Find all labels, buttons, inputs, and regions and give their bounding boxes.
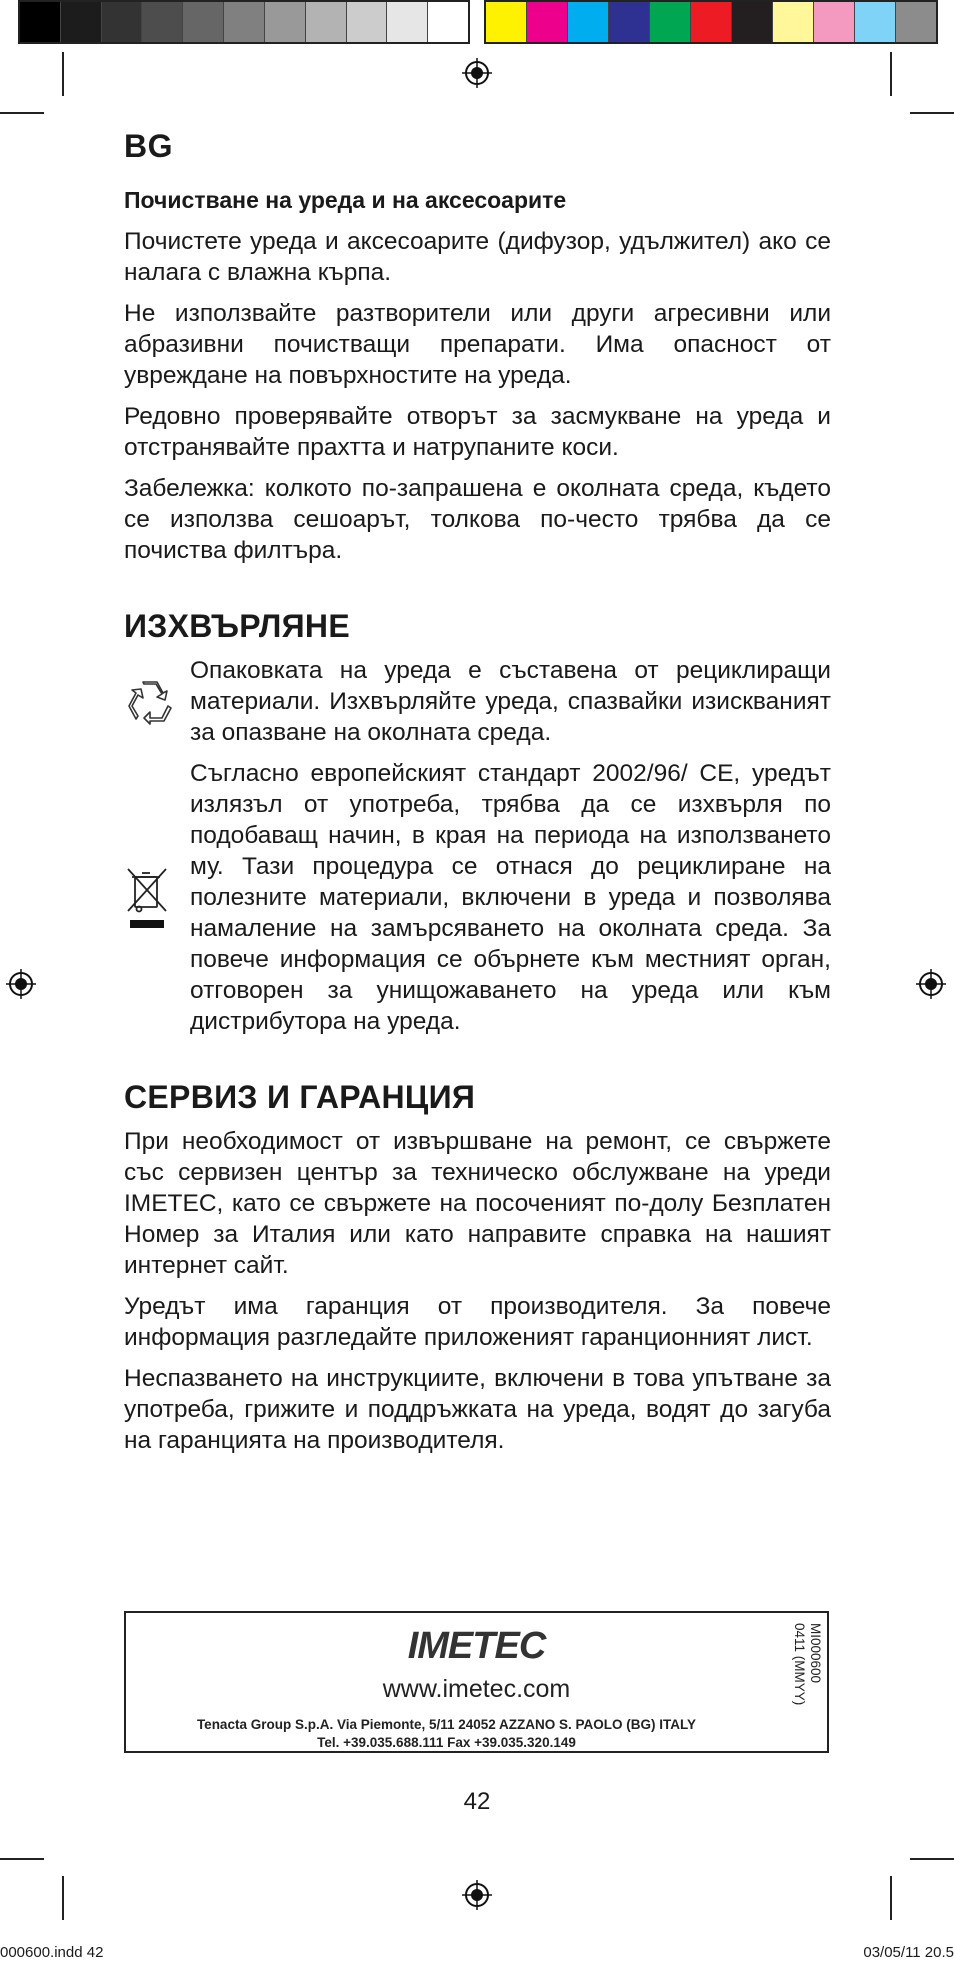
color-swatch: [486, 2, 527, 42]
document-code-id: MI000600: [808, 1623, 823, 1684]
disposal-title: ИЗХВЪРЛЯНЕ: [124, 608, 350, 644]
color-swatch: [568, 2, 609, 42]
cleaning-note: Забележка: колкото по-запрашена е околната среда, където се използва сешоарът, толкова по-често трябва да се почиства филтъра.: [124, 475, 831, 564]
disposal-paragraph-1: Опаковката на уреда е съставена от рециклиращи материали. Изхвърляйте уреда, спазвайки изискваният за опазване на околната среда.: [190, 657, 831, 746]
cleaning-paragraph-1: Почистете уреда и аксесоарите (дифузор, удължител) ако се налага с влажна кърпа.: [124, 228, 831, 286]
crop-mark-bottom-left-h: [0, 1858, 44, 1860]
service-paragraph-2: Уредът има гаранция от производителя. За повече информация разгледайте приложеният гаранционният лист.: [124, 1293, 831, 1351]
gray-swatch: [306, 2, 347, 42]
registration-mark-icon: [916, 969, 946, 999]
color-swatch: [814, 2, 855, 42]
crop-mark-bottom-left-v: [62, 1876, 64, 1920]
color-swatch: [732, 2, 773, 42]
crop-mark-bottom-right-h: [910, 1858, 954, 1860]
disposal-weee-block: [124, 758, 831, 1037]
print-slug-date: 03/05/11 20.5: [863, 1944, 954, 1961]
color-swatch: [773, 2, 814, 42]
service-paragraph-3: Неспазването на инструкциите, включени в това упътване за употреба, грижите и поддръжката на уреда, водят до загуба на гаранцията на производителя.: [124, 1365, 831, 1454]
gray-swatch: [347, 2, 388, 42]
website-text: www.imetec.com: [382, 1675, 571, 1703]
document-content: [124, 128, 831, 1466]
gray-swatch: [183, 2, 224, 42]
crop-mark-top-right-h: [910, 112, 954, 114]
document-code-date: 0411 (MMYY): [792, 1623, 807, 1706]
grayscale-calibration-bar: [18, 0, 470, 44]
crop-mark-top-left-v: [62, 52, 64, 96]
page-number: 42: [463, 1788, 491, 1815]
manufacturer-info-box: [124, 1611, 829, 1753]
language-code: BG: [124, 128, 173, 164]
registration-mark-icon: [462, 1880, 492, 1910]
company-address: Tenacta Group S.p.A. Via Piemonte, 5/11 24052 AZZANO S. PAOLO (BG) ITALY: [196, 1717, 697, 1732]
gray-swatch: [61, 2, 102, 42]
imetec-logo: IMETEC: [407, 1625, 546, 1667]
color-swatch: [855, 2, 896, 42]
gray-swatch: [142, 2, 183, 42]
cleaning-paragraph-2: Не използвайте разтворители или други агресивни или абразивни почистващи препарати. Има опасност от увреждане на повърхностите на уреда.: [124, 300, 831, 389]
company-phone-fax: Tel. +39.035.688.111 Fax +39.035.320.149: [317, 1735, 576, 1750]
cleaning-heading: Почистване на уреда и на аксесоарите: [124, 187, 567, 213]
color-swatch: [896, 2, 936, 42]
weee-crossed-bin-icon: [124, 865, 170, 931]
gray-swatch: [387, 2, 428, 42]
service-paragraph-1: При необходимост от извършване на ремонт, се свържете със сервизен център за техническо обслужване на уреди IMETEC, като се свържете на посоченият по-долу Безплатен Номер за Италия или като направите справка на нашият интернет сайт.: [124, 1128, 831, 1279]
color-swatch: [609, 2, 650, 42]
color-calibration-bar: [484, 0, 938, 44]
disposal-paragraph-2: Съгласно европейският стандарт 2002/96/ CE, уредът излязъл от употреба, трябва да се изхвърля по подобаващ начин, в края на периода на използването му. Тази процедура се отнася до рециклиране на полезните материали, включени в уреда и позволява намаление на замърсяването на околната среда. За повече информация се обърнете към местният орган, отговорен за унищожаването на уреда или към дистрибутора на уреда.: [190, 760, 831, 1035]
cleaning-paragraph-3: Редовно проверявайте отворът за засмукване на уреда и отстранявайте прахтта и натрупаните коси.: [124, 403, 831, 461]
gray-swatch: [20, 2, 61, 42]
crop-mark-bottom-right-v: [890, 1876, 892, 1920]
crop-mark-top-right-v: [890, 52, 892, 96]
gray-swatch: [102, 2, 143, 42]
registration-mark-icon: [6, 969, 36, 999]
gray-swatch: [224, 2, 265, 42]
recycle-icon: [124, 676, 176, 728]
color-swatch: [650, 2, 691, 42]
print-slug-filename: 000600.indd 42: [0, 1944, 104, 1961]
service-title: СЕРВИЗ И ГАРАНЦИЯ: [124, 1079, 476, 1115]
color-swatch: [527, 2, 568, 42]
crop-mark-top-left-h: [0, 112, 44, 114]
gray-swatch: [428, 2, 468, 42]
registration-mark-icon: [462, 58, 492, 88]
disposal-packaging-block: [124, 655, 831, 748]
color-swatch: [691, 2, 732, 42]
document-code: [783, 1623, 823, 1743]
gray-swatch: [265, 2, 306, 42]
